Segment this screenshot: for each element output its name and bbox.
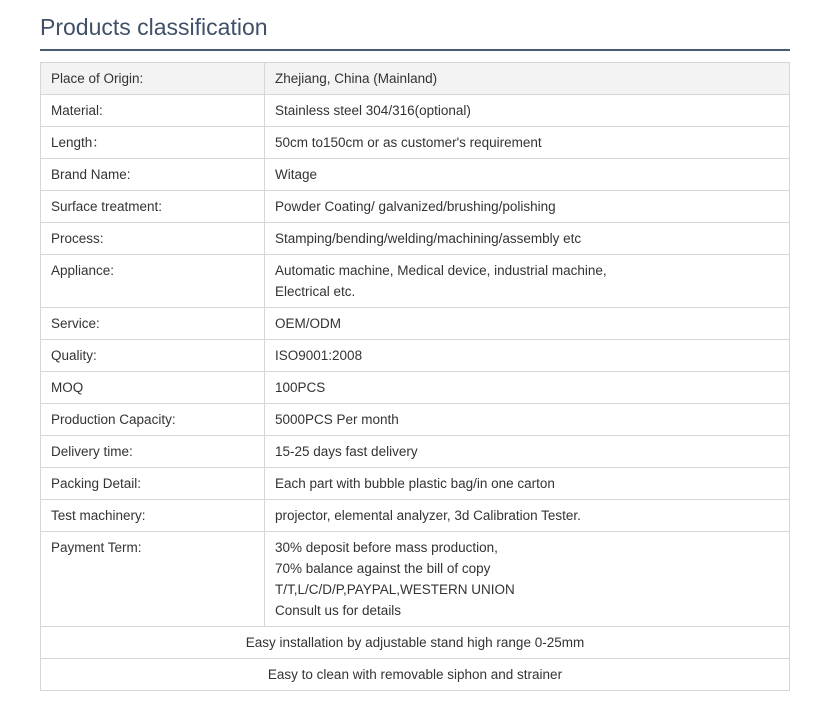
page-title: Products classification (40, 14, 268, 40)
note-text: Easy to clean with removable siphon and strainer (41, 659, 790, 691)
spec-row (41, 223, 790, 255)
spec-value-line: Consult us for details (275, 603, 402, 618)
spec-value-line: projector, elemental analyzer, 3d Calibration Tester. (275, 508, 581, 523)
spec-label: Brand Name: (41, 159, 265, 191)
spec-row (41, 159, 790, 191)
spec-value (265, 159, 790, 191)
spec-value-line: OEM/ODM (275, 316, 341, 331)
note-row (41, 659, 790, 691)
spec-row (41, 127, 790, 159)
spec-row (41, 308, 790, 340)
spec-table-body (41, 63, 790, 691)
spec-value-line: 15-25 days fast delivery (275, 444, 418, 459)
spec-label: Quality: (41, 340, 265, 372)
spec-value-line: 5000PCS Per month (275, 412, 399, 427)
spec-value (265, 223, 790, 255)
spec-label: Production Capacity: (41, 404, 265, 436)
spec-value-line: 100PCS (275, 380, 326, 395)
spec-label: Packing Detail: (41, 468, 265, 500)
spec-label: Surface treatment: (41, 191, 265, 223)
spec-value (265, 532, 790, 627)
spec-row (41, 340, 790, 372)
spec-value (265, 404, 790, 436)
spec-value-line: 30% deposit before mass production, (275, 540, 498, 555)
spec-row (41, 372, 790, 404)
spec-value-line: Powder Coating/ galvanized/brushing/polishing (275, 199, 556, 214)
spec-label: Process: (41, 223, 265, 255)
note-text: Easy installation by adjustable stand high range 0-25mm (41, 627, 790, 659)
spec-value (265, 436, 790, 468)
spec-table (40, 62, 790, 691)
spec-value-line: Zhejiang, China (Mainland) (275, 71, 438, 86)
spec-row (41, 95, 790, 127)
spec-label: Delivery time: (41, 436, 265, 468)
spec-row (41, 436, 790, 468)
spec-label: Place of Origin: (41, 63, 265, 95)
spec-value-line: Automatic machine, Medical device, industrial machine, (275, 263, 607, 278)
spec-row (41, 532, 790, 627)
spec-row (41, 404, 790, 436)
spec-value-line: Stainless steel 304/316(optional) (275, 103, 471, 118)
spec-value-line: Each part with bubble plastic bag/in one carton (275, 476, 555, 491)
spec-row (41, 468, 790, 500)
spec-value-line: T/T,L/C/D/P,PAYPAL,WESTERN UNION (275, 582, 515, 597)
spec-row (41, 191, 790, 223)
title-divider (40, 49, 790, 51)
spec-value-line: 50cm to150cm or as customer's requirement (275, 135, 542, 150)
spec-label: Payment Term: (41, 532, 265, 627)
spec-value (265, 95, 790, 127)
spec-value (265, 372, 790, 404)
spec-label: MOQ (41, 372, 265, 404)
spec-row (41, 255, 790, 308)
spec-value (265, 468, 790, 500)
spec-value (265, 191, 790, 223)
spec-value (265, 127, 790, 159)
spec-value (265, 255, 790, 308)
spec-label: Test machinery: (41, 500, 265, 532)
spec-value-line: Witage (275, 167, 318, 182)
spec-value (265, 500, 790, 532)
spec-value-line: ISO9001:2008 (275, 348, 363, 363)
spec-label: Material: (41, 95, 265, 127)
note-row (41, 627, 790, 659)
spec-value (265, 340, 790, 372)
spec-row (41, 500, 790, 532)
spec-label: Service: (41, 308, 265, 340)
spec-row (41, 63, 790, 95)
spec-value-line: Stamping/bending/welding/machining/assembly etc (275, 231, 582, 246)
spec-label: Appliance: (41, 255, 265, 308)
spec-value-line: Electrical etc. (275, 284, 356, 299)
spec-value (265, 308, 790, 340)
spec-value (265, 63, 790, 95)
spec-value-line: 70% balance against the bill of copy (275, 561, 491, 576)
spec-label: Length： (41, 127, 265, 159)
